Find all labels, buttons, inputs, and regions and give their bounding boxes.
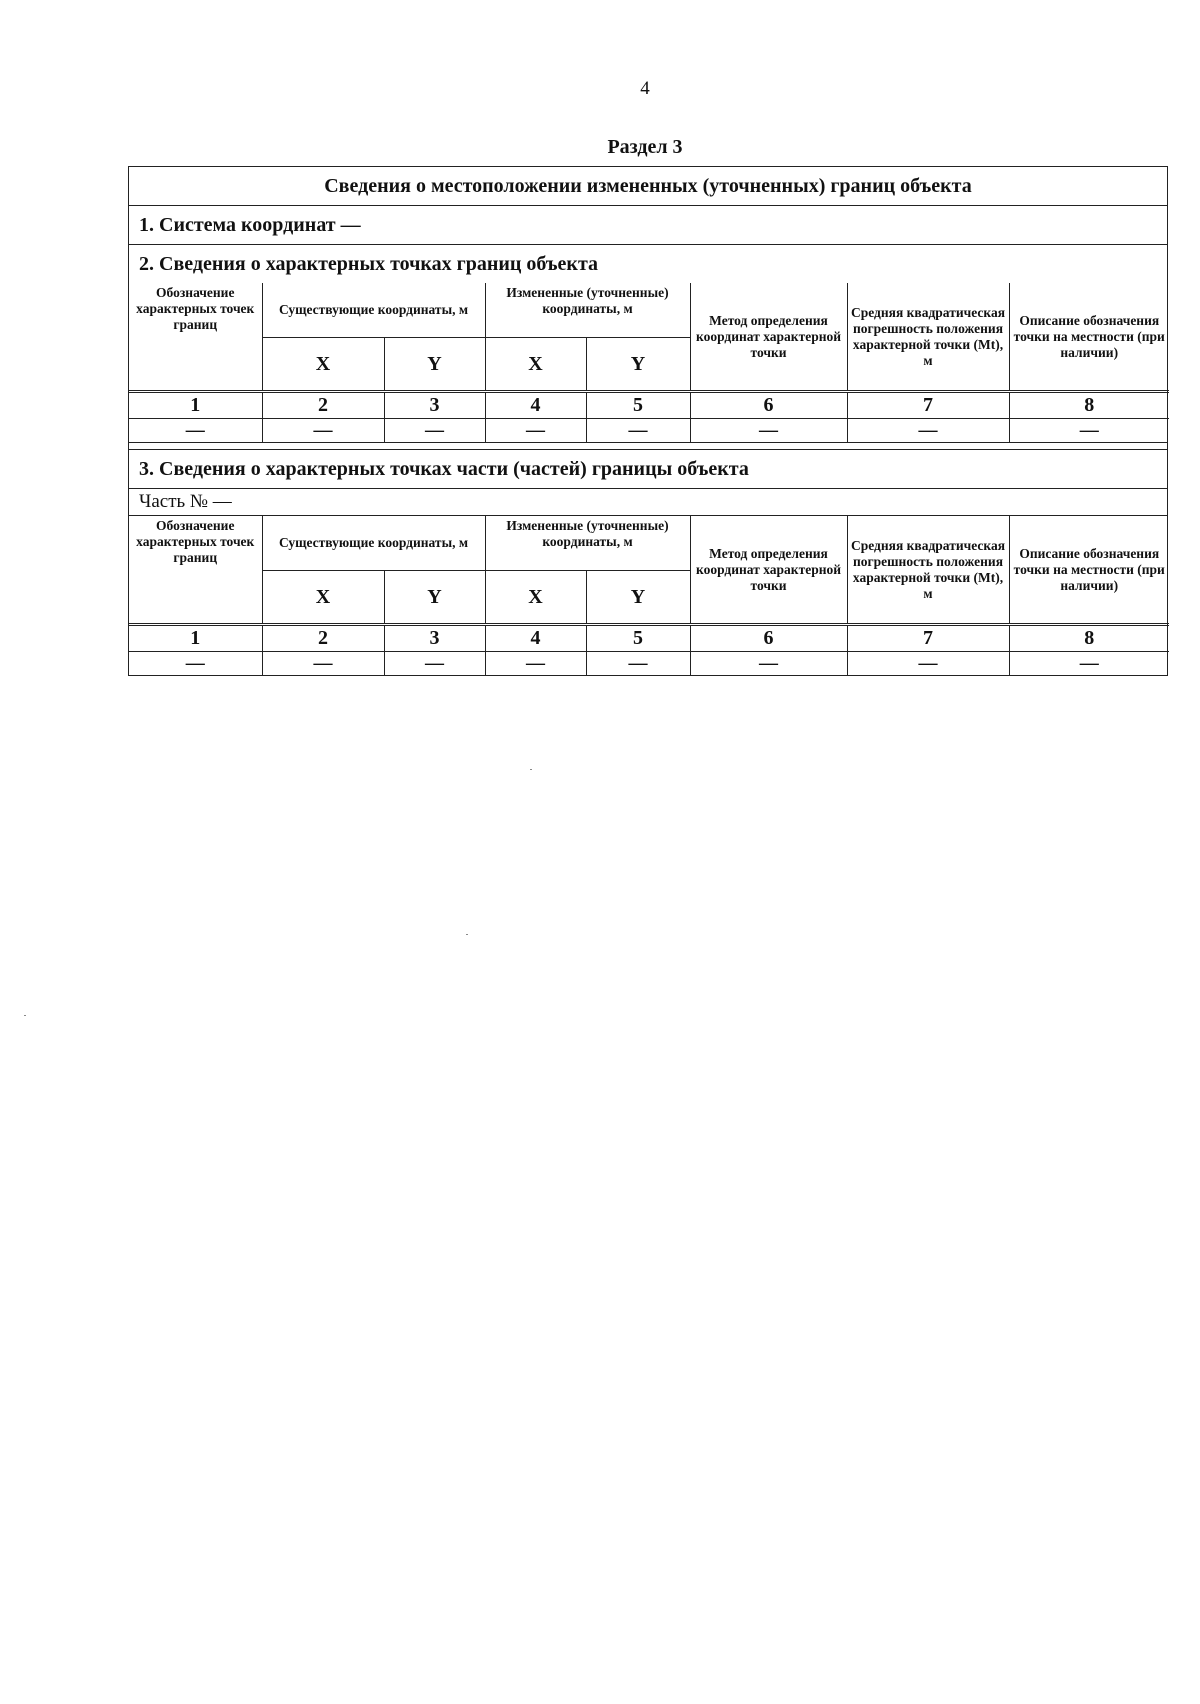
section-title: Раздел 3 <box>607 136 683 158</box>
boundary-points-table <box>129 283 1169 442</box>
column-number: 3 <box>384 392 485 419</box>
column-number: 5 <box>586 625 690 652</box>
column-number: 2 <box>262 392 384 419</box>
scan-speck <box>466 934 468 935</box>
column-number: 1 <box>129 392 262 419</box>
column-number: 8 <box>1009 392 1169 419</box>
column-number: 5 <box>586 392 690 419</box>
empty-cell: — <box>262 652 384 676</box>
empty-cell: — <box>690 419 847 443</box>
header-changed-y: Y <box>586 571 690 625</box>
header-existing-coords: Существующие координаты, м <box>262 283 485 338</box>
header-existing-x: X <box>262 571 384 625</box>
empty-cell: — <box>690 652 847 676</box>
header-description: Описание обозначения точки на местности (при наличии) <box>1009 283 1169 392</box>
empty-cell: — <box>1009 419 1169 443</box>
header-changed-x: X <box>485 338 586 392</box>
header-description: Описание обозначения точки на местности (при наличии) <box>1009 516 1169 625</box>
header-method: Метод определения координат характерной точки <box>690 283 847 392</box>
column-number: 7 <box>847 625 1009 652</box>
scan-speck <box>530 769 532 770</box>
header-method: Метод определения координат характерной точки <box>690 516 847 625</box>
header-existing-y: Y <box>384 571 485 625</box>
header-existing-coords: Существующие координаты, м <box>262 516 485 571</box>
empty-cell: — <box>129 419 262 443</box>
header-changed-y: Y <box>586 338 690 392</box>
column-number: 2 <box>262 625 384 652</box>
empty-cell: — <box>847 419 1009 443</box>
column-number: 7 <box>847 392 1009 419</box>
header-error: Средняя квадратическая погрешность положения характерной точки (Mt), м <box>847 283 1009 392</box>
header-existing-y: Y <box>384 338 485 392</box>
empty-cell: — <box>384 652 485 676</box>
header-changed-x: X <box>485 571 586 625</box>
empty-cell: — <box>129 652 262 676</box>
column-number: 6 <box>690 625 847 652</box>
section-gap <box>129 442 1167 450</box>
part-number-row: Часть № — <box>129 489 1167 516</box>
empty-cell: — <box>485 652 586 676</box>
column-number: 6 <box>690 392 847 419</box>
empty-cell: — <box>485 419 586 443</box>
header-designation: Обозначение характерных точек границ <box>129 516 262 625</box>
empty-cell: — <box>586 652 690 676</box>
empty-cell: — <box>847 652 1009 676</box>
header-error: Средняя квадратическая погрешность положения характерной точки (Mt), м <box>847 516 1009 625</box>
part-points-table <box>129 516 1169 675</box>
column-number: 4 <box>485 392 586 419</box>
header-existing-x: X <box>262 338 384 392</box>
empty-cell: — <box>586 419 690 443</box>
empty-cell: — <box>384 419 485 443</box>
empty-cell: — <box>262 419 384 443</box>
header-designation: Обозначение характерных точек границ <box>129 283 262 392</box>
column-number: 3 <box>384 625 485 652</box>
page-number: 4 <box>640 78 650 99</box>
column-number: 8 <box>1009 625 1169 652</box>
coordinate-system-row: 1. Система координат — <box>129 206 1167 245</box>
header-changed-coords: Измененные (уточненные) координаты, м <box>485 283 690 338</box>
main-heading: Сведения о местоположении измененных (уточненных) границ объекта <box>129 167 1167 206</box>
column-number: 1 <box>129 625 262 652</box>
empty-cell: — <box>1009 652 1169 676</box>
header-changed-coords: Измененные (уточненные) координаты, м <box>485 516 690 571</box>
part-points-heading: 3. Сведения о характерных точках части (частей) границы объекта <box>129 450 1167 489</box>
column-number: 4 <box>485 625 586 652</box>
scan-speck <box>24 1015 26 1016</box>
boundary-points-heading: 2. Сведения о характерных точках границ объекта <box>139 253 599 275</box>
section-frame <box>128 166 1168 676</box>
